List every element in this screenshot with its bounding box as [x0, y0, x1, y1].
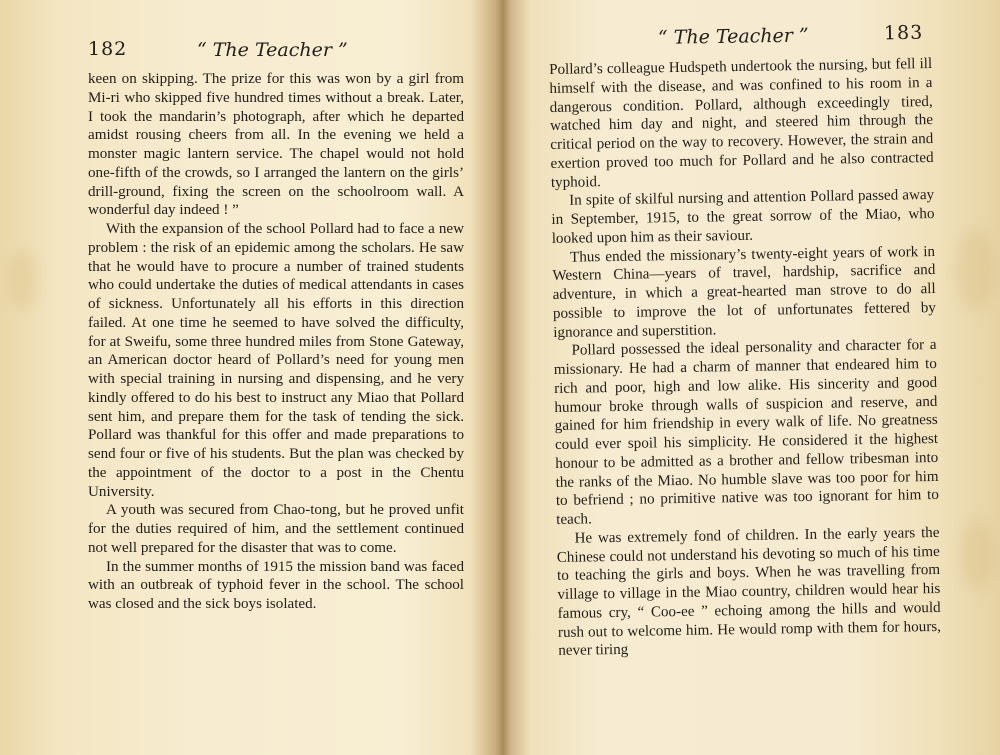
paragraph: In spite of skilful nursing and attention Pollard passed away in September, 1915, to the great sorrow of the Miao, who looked upon him as their saviour. [551, 187, 935, 247]
paragraph: Pollard’s colleague Hudspeth undertook the nursing, but fell ill himself with the disease, and was confined to his room in a dangerous condition. Pollard, although exceedingly tired, watched him day and night, and steered him through the critical period on the way to recovery. However, the strain and exertion proved too much for Pollard and he also contracted typhoid. [549, 55, 934, 191]
paragraph: keen on skipping. The prize for this was won by a girl from Mi-ri who skipped five hundred times without a break. Later, I took the mandarin’s photograph, after which he departed amidst rousing cheers from all. In the evening we held a monster magic lantern service. The chapel would not hold one-fifth of the crowds, so I arranged the lantern on the girls’ drill-ground, fixing the screen on the schoolroom wall. A wonderful day indeed ! ” [88, 71, 464, 219]
paragraph: A youth was secured from Chao-tong, but he proved unfit for the duties required of him, and the settlement continued not well prepared for the disaster that was to come. [88, 502, 464, 556]
left-page-body [88, 70, 464, 614]
right-page-body [549, 55, 941, 661]
right-page-number: 183 [883, 21, 924, 45]
paragraph: With the expansion of the school Pollard had to face a new problem : the risk of an epidemic among the scholars. He saw that he would have to procure a number of trained students who could undertake the duties of medical attendants in cases of sickness. Unfortunately all his efforts in this direction failed. At one time he seemed to have solved the difficulty, for at Sweifu, some three hundred miles from Stone Gateway, an American doctor heard of Pollard’s need for young men with special training in nursing and dispensing, and he very kindly offered to do his best to instruct any Miao that Pollard sent him, and prepare them for the task of tending the sick. Pollard was thankful for this offer and made preparations to send four or five of his students. But the plan was checked by the appointment of the doctor to a post in the Chentu University. [88, 221, 464, 500]
right-page [500, 0, 1000, 755]
paragraph: He was extremely fond of children. In the early years the Chinese could not understand his devoting so much of his time to teaching the girls and boys. When he was travelling from village to village in the Miao country, children would hear his famous cry, “ Coo-ee ” echoing among the hills and would rush out to welcome him. He would romp with them for hours, never tiring [556, 524, 942, 660]
left-running-head: “ The Teacher ” [197, 39, 348, 61]
paragraph: Pollard possessed the ideal personality and character for a missionary. He had a charm of manner that endeared him to rich and poor, high and low alike. His sincerity and good humour broke through walls of suspicion and reserve, and gained for him friendship in every walk of life. No greatness could ever spoil his simplicity. He considered it the highest honour to be admitted as a brother and fellow tribesman into the ranks of the Miao. No humble slave was too poor for him to befriend ; no primitive native was too ignorant for him to teach. [553, 337, 939, 528]
paragraph: In the summer months of 1915 the mission band was faced with an outbreak of typhoid fever in the school. The school was closed and the sick boys isolated. [88, 558, 464, 612]
left-page-number: 182 [88, 38, 128, 60]
right-running-head: “ The Teacher ” [657, 24, 809, 49]
paragraph: Thus ended the missionary’s twenty-eight years of work in Western China—years of travel, hardship, sacrifice and adventure, in which a great-hearted man strove to do all possible to improve the lot of unfortunates fettered by ignorance and superstition. [552, 243, 937, 341]
